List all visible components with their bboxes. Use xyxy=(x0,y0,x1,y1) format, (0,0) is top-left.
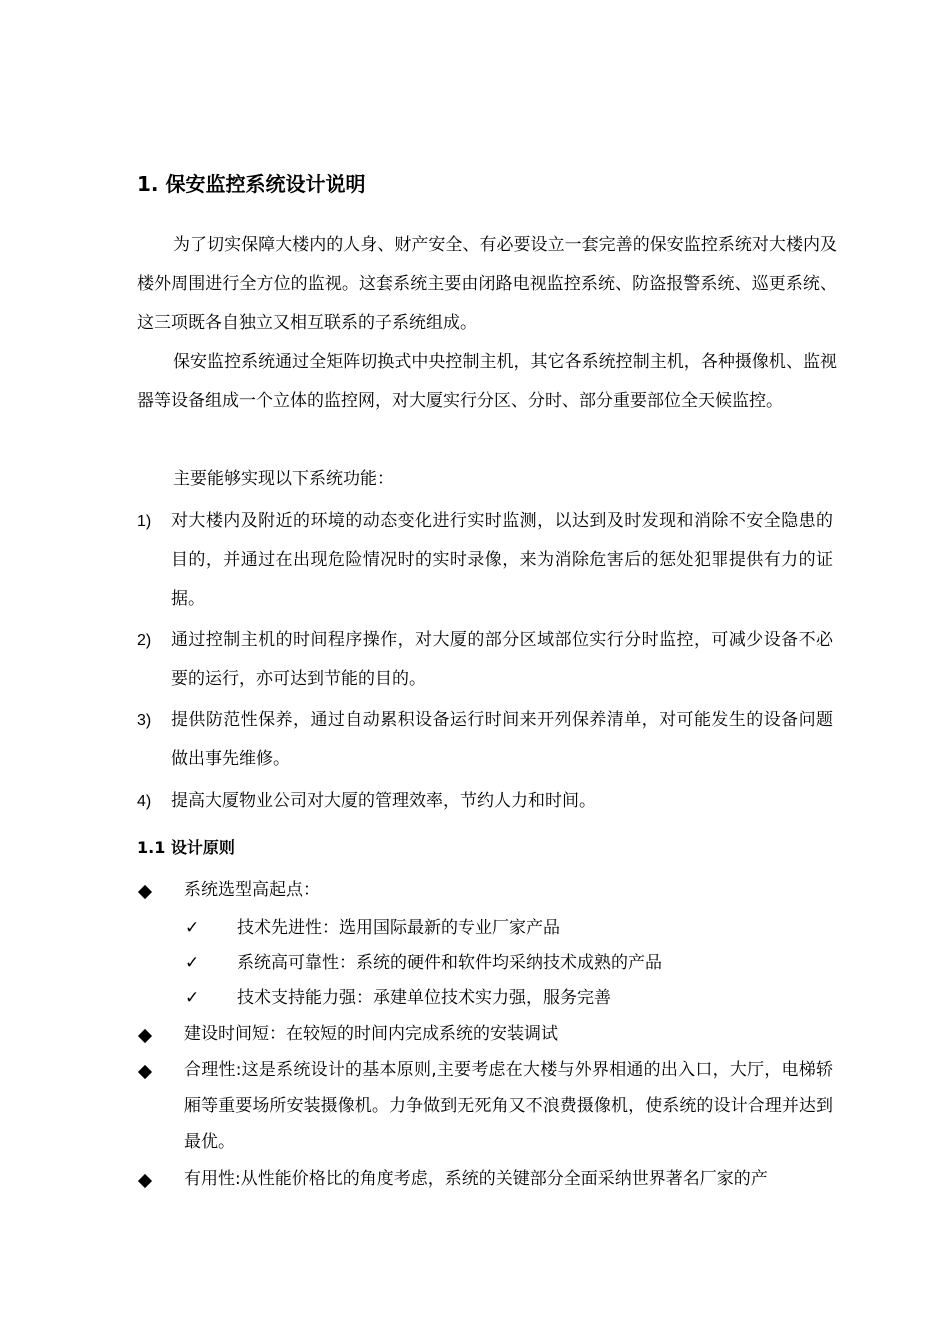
checkmark-icon: ✓ xyxy=(185,918,200,938)
bullet-text: 有用性:从性能价格比的角度考虑，系统的关键部分全面采纳世界著名厂家的产 xyxy=(184,1169,768,1189)
intro-paragraph: 为了切实保障大楼内的人身、财产安全、有必要设立一套完善的保安监控系统对大楼内及楼外周围进行全方位的监视。这套系统主要由闭路电视监控系统、防盗报警系统、巡更系统、这三项既各自独立又相互联系的子系统组成。 xyxy=(137,235,837,333)
list-number: 1) xyxy=(137,513,152,530)
diamond-bullet-icon xyxy=(139,1066,151,1078)
check-text: 技术支持能力强：承建单位技术实力强，服务完善 xyxy=(237,988,611,1008)
checkmark-icon: ✓ xyxy=(185,953,200,973)
list-text: 对大楼内及附近的环境的动态变化进行实时监测，以达到及时发现和消除不安全隐患的目的，并通过在出现危险情况时的实时录像，来为消除危害后的惩处犯罪提供有力的证据。 xyxy=(171,511,833,609)
bullet-text: 建设时间短：在较短的时间内完成系统的安装调试 xyxy=(184,1024,558,1044)
section-title: 1.1 设计原则 xyxy=(137,838,235,857)
list-text: 提高大厦物业公司对大厦的管理效率，节约人力和时间。 xyxy=(171,791,596,811)
bullet-text: 系统选型高起点： xyxy=(184,880,320,900)
diamond-bullet-icon xyxy=(139,1030,151,1042)
list-number: 4) xyxy=(137,793,152,810)
diamond-bullet-icon xyxy=(139,886,151,898)
check-text: 系统高可靠性：系统的硬件和软件均采纳技术成熟的产品 xyxy=(237,953,662,973)
system-paragraph: 保安监控系统通过全矩阵切换式中央控制主机，其它各系统控制主机，各种摄像机、监视器等设备组成一个立体的监控网，对大厦实行分区、分时、部分重要部位全天候监控。 xyxy=(137,352,837,411)
page-title: 1. 保安监控系统设计说明 xyxy=(137,172,366,196)
checkmark-icon: ✓ xyxy=(185,988,200,1008)
list-text: 通过控制主机的时间程序操作，对大厦的部分区域部位实行分时监控，可减少设备不必要的运行，亦可达到节能的目的。 xyxy=(171,630,833,689)
diamond-bullet-icon xyxy=(139,1175,151,1187)
list-text: 提供防范性保养，通过自动累积设备运行时间来开列保养清单，对可能发生的设备问题做出事先维修。 xyxy=(171,710,833,769)
check-text: 技术先进性：选用国际最新的专业厂家产品 xyxy=(237,918,560,938)
list-number: 3) xyxy=(137,712,152,729)
list-number: 2) xyxy=(137,632,152,649)
bullet-text: 合理性:这是系统设计的基本原则,主要考虑在大楼与外界相通的出入口，大厅，电梯轿厢等重要场所安装摄像机。力争做到无死角又不浪费摄像机，使系统的设计合理并达到最优。 xyxy=(184,1060,833,1152)
functions-intro: 主要能够实现以下系统功能： xyxy=(173,469,394,489)
